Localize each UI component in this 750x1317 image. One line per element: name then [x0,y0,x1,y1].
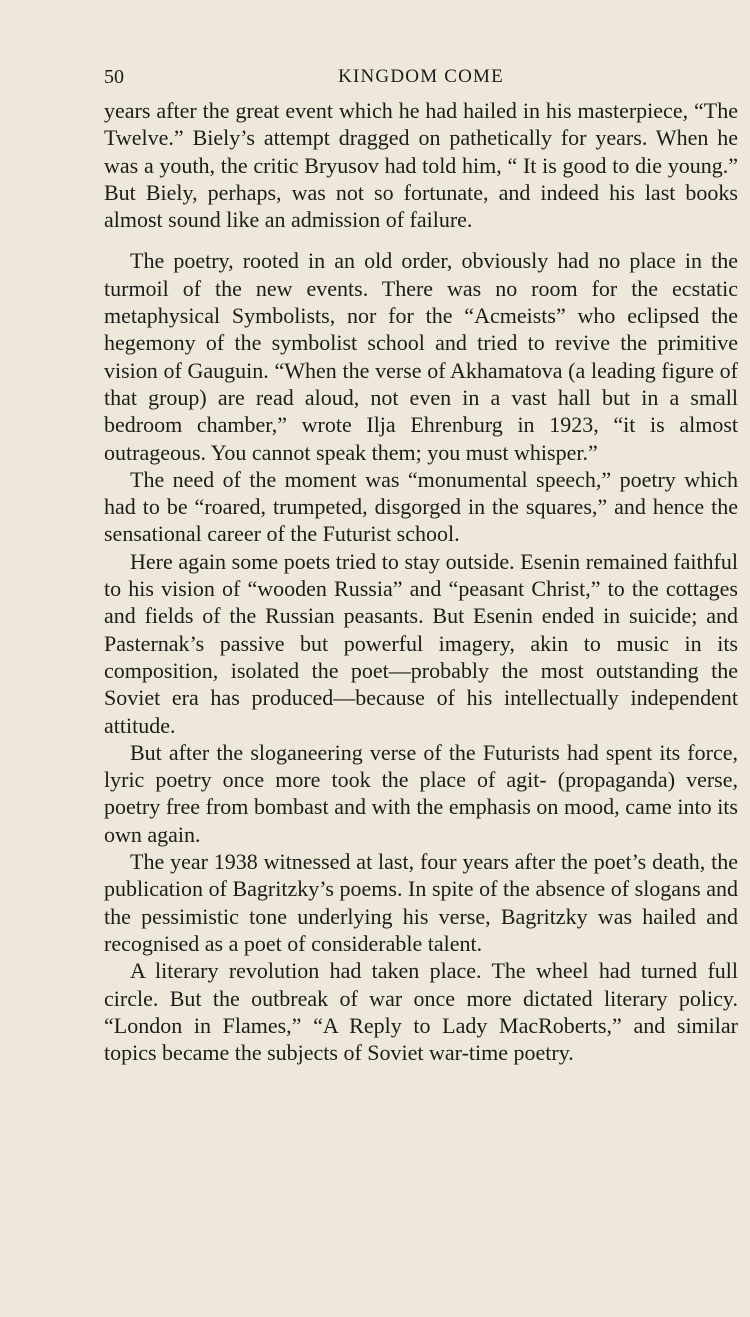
running-title: KINGDOM COME [338,66,504,87]
paragraph: years after the great event which he had hailed in his masterpiece, “The Twelve.” Biely’s attempt dragged on pathetically for years. When he was a youth, the critic Bryusov had told him, “ It is good to die young.” But Biely, perhaps, was not so fortunate, and indeed his last books almost sound like an admission of failure. [104,98,738,233]
paragraph: Here again some poets tried to stay outside. Esenin remained faithful to his vision of “wooden Russia” and “peasant Christ,” to the cottages and fields of the Russian peasants. But Esenin ended in suicide; and Pasternak’s passive but powerful imagery, akin to music in its composition, isolated the poet—probably the most outstanding the Soviet era has produced—because of his intellectually independent attitude. [104,548,738,738]
paragraph: The poetry, rooted in an old order, obviously had no place in the turmoil of the new events. There was no room for the ecstatic metaphysical Symbolists, nor for the “Acmeists” who eclipsed the hegemony of the symbolist school and tried to revive the primitive vision of Gauguin. “When the verse of Akhamatova (a leading figure of that group) are read aloud, not even in a vast hall but in a small bedroom chamber,” wrote Ilja Ehrenburg in 1923, “it is almost outrageous. You cannot speak them; you must whisper.” [104,248,738,465]
paragraph: A literary revolution had taken place. The wheel had turned full circle. But the outbreak of war once more dictated literary policy. “London in Flames,” “A Reply to Lady MacRoberts,” and similar topics became the subjects of Soviet war-time poetry. [104,958,738,1066]
page-number: 50 [104,66,124,88]
page-header [104,62,738,92]
paragraph: But after the sloganeering verse of the Futurists had spent its force, lyric poetry once more took the place of agit- (propaganda) verse, poetry free from bombast and with the emphasis on mood, came into its own again. [104,739,738,847]
paragraph: The need of the moment was “monumental speech,” poetry which had to be “roared, trumpeted, disgorged in the squares,” and hence the sensational career of the Futurist school. [104,466,738,547]
body-text [104,97,738,1066]
paragraph: The year 1938 witnessed at last, four years after the poet’s death, the publication of Bagritzky’s poems. In spite of the absence of slogans and the pessimistic tone underlying his verse, Bagritzky was hailed and recognised as a poet of considerable talent. [104,849,738,956]
